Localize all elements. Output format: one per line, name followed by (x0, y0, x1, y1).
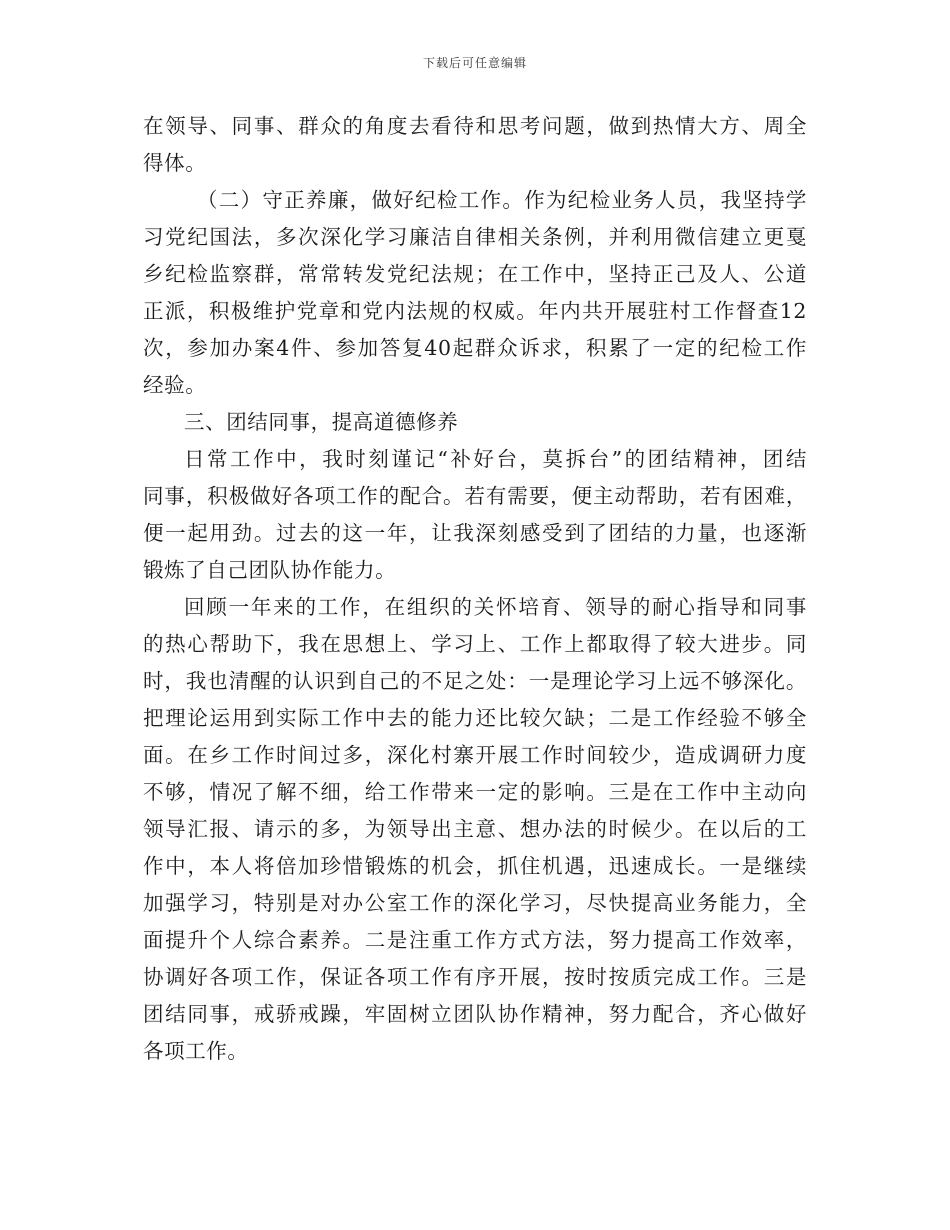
text-line: 面。在乡工作时间过多，深化村寨开展工作时间较少，造成调研力度 (143, 743, 807, 767)
text-line: 得体。 (143, 151, 207, 175)
text-line: 不够，情况了解不细，给工作带来一定的影响。三是在工作中主动向 (143, 780, 807, 804)
text-line: 经验。 (143, 373, 207, 397)
text-line: 同事，积极做好各项工作的配合。若有需要，便主动帮助，若有困难， (143, 484, 807, 508)
text-line: 正派，积极维护党章和党内法规的权威。年内共开展驻村工作督查12 (143, 299, 807, 323)
text-line: 的热心帮助下，我在思想上、学习上、工作上都取得了较大进步。同 (143, 632, 807, 656)
text-line: 把理论运用到实际工作中去的能力还比较欠缺；二是工作经验不够全 (143, 706, 807, 730)
text-line: 习党纪国法，多次深化学习廉洁自律相关条例，并利用微信建立更戛 (143, 225, 807, 249)
text-line: 加强学习，特别是对办公室工作的深化学习，尽快提高业务能力，全 (143, 891, 807, 915)
text-line: 锻炼了自己团队协作能力。 (143, 558, 397, 582)
page-header: 下载后可任意编辑 (422, 56, 527, 70)
section-heading: 三、团结同事，提高道德修养 (184, 410, 459, 434)
text-line: 日常工作中，我时刻谨记“补好台，莫拆台”的团结精神，团结 (184, 447, 807, 471)
text-line: 面提升个人综合素养。二是注重工作方式方法，努力提高工作效率， (143, 928, 807, 952)
text-line: 各项工作。 (143, 1039, 249, 1063)
text-line: 回顾一年来的工作，在组织的关怀培育、领导的耐心指导和同事 (184, 595, 807, 619)
document-body (143, 108, 807, 1070)
text-line: 作中，本人将倍加珍惜锻炼的机会，抓住机遇，迅速成长。一是继续 (143, 854, 807, 878)
text-line: 领导汇报、请示的多，为领导出主意、想办法的时候少。在以后的工 (143, 817, 807, 841)
text-line: 便一起用劲。过去的这一年，让我深刻感受到了团结的力量，也逐渐 (143, 521, 807, 545)
text-line: （二）守正养廉，做好纪检工作。作为纪检业务人员，我坚持学 (197, 188, 807, 212)
text-line: 时，我也清醒的认识到自己的不足之处：一是理论学习上远不够深化。 (143, 669, 807, 693)
text-line: 协调好各项工作，保证各项工作有序开展，按时按质完成工作。三是 (143, 965, 807, 989)
text-line: 乡纪检监察群，常常转发党纪法规；在工作中，坚持正己及人、公道 (143, 262, 807, 286)
text-line: 次，参加办案4件、参加答复40起群众诉求，积累了一定的纪检工作 (143, 336, 807, 360)
text-line: 团结同事，戒骄戒躁，牢固树立团队协作精神，努力配合，齐心做好 (143, 1002, 807, 1026)
text-line: 在领导、同事、群众的角度去看待和思考问题，做到热情大方、周全 (143, 114, 807, 138)
